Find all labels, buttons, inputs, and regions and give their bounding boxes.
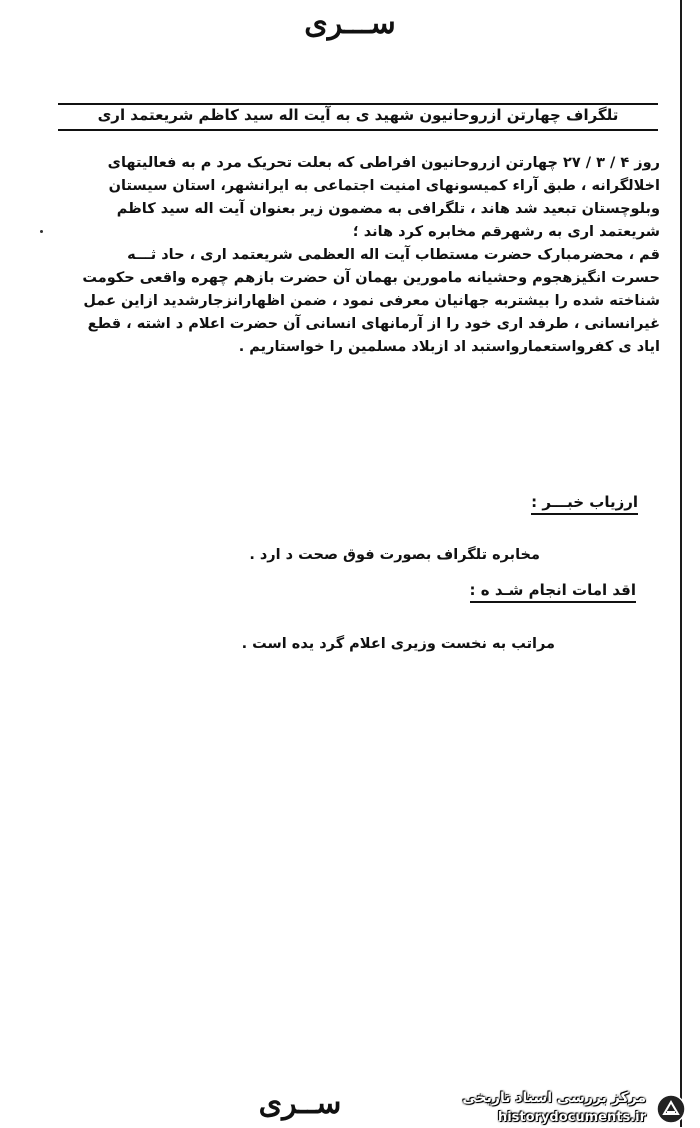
body-line: غیرانسانی ، طرفد اری خود را از آرمانهای انسانی آن حضرت اعلام د اشته ، قطع xyxy=(87,316,660,332)
classification-top: ســـری xyxy=(304,6,396,41)
title-rule-bottom xyxy=(58,129,658,131)
expert-opinion-text: مخابره تلگراف بصورت فوق صحت د ارد . xyxy=(249,547,540,563)
classification-bottom: ســری xyxy=(258,1086,342,1121)
expert-opinion-underline xyxy=(531,513,638,515)
body-line: ایاد ی کفرواستعمارواستبد اد ازبلاد مسلمین را خواستاریم . xyxy=(238,339,660,355)
actions-heading: اقد امات انجام شـد ه : xyxy=(469,581,636,599)
title-rule-top xyxy=(58,103,658,105)
actions-text: مراتب به نخست وزیری اعلام گرد یده است . xyxy=(241,636,555,652)
archive-logo-icon xyxy=(656,1094,686,1124)
body-line: اخلالگرانه ، طبق آراء کمیسونهای امنیت اجتماعی به ایرانشهر، استان سیستان xyxy=(108,178,660,194)
body-paragraph xyxy=(64,152,660,359)
archive-watermark xyxy=(426,1090,686,1125)
body-line: روز ۴ / ۳ / ۲۷ چهارتن ازروحانیون افراطی که بعلت تحریک مرد م به فعالیتهای xyxy=(107,155,660,171)
body-line: شناخته شده را بیشتربه جهانیان معرفی نمود ، ضمن اظهارانزجارشدید ازاین عمل xyxy=(83,293,660,309)
expert-opinion-label xyxy=(531,493,638,515)
page-edge-line xyxy=(680,0,682,1127)
actions-underline xyxy=(470,601,636,603)
body-line: شریعتمد اری به رشهرقم مخابره کرد هاند ؛ xyxy=(352,224,660,240)
expert-opinion-heading: ارزیاب خبـــر : xyxy=(531,493,638,511)
stray-mark xyxy=(40,230,43,233)
body-line: حسرت انگیزهجوم وحشیانه مامورین بهمان آن حضرت بازهم چهره واقعی حکومت xyxy=(82,270,660,286)
watermark-title: مرکز بررسی اسناد تاریخی xyxy=(462,1090,646,1106)
watermark-url: historydocuments.ir xyxy=(497,1110,646,1125)
title-block xyxy=(58,103,658,129)
document-title: تلگراف چهارتن ازروحانیون شهید ی به آیت اله سید کاظم شریعتمد اری xyxy=(97,106,619,124)
body-line: قم ، محضرمبارک حضرت مستطاب آیت اله العظمی شریعتمد اری ، حاد ثـــه xyxy=(127,247,660,263)
actions-label xyxy=(470,581,636,603)
body-line: وبلوچستان تبعید شد هاند ، تلگرافی به مضمون زیر بعنوان آیت اله سید کاظم xyxy=(116,201,660,217)
